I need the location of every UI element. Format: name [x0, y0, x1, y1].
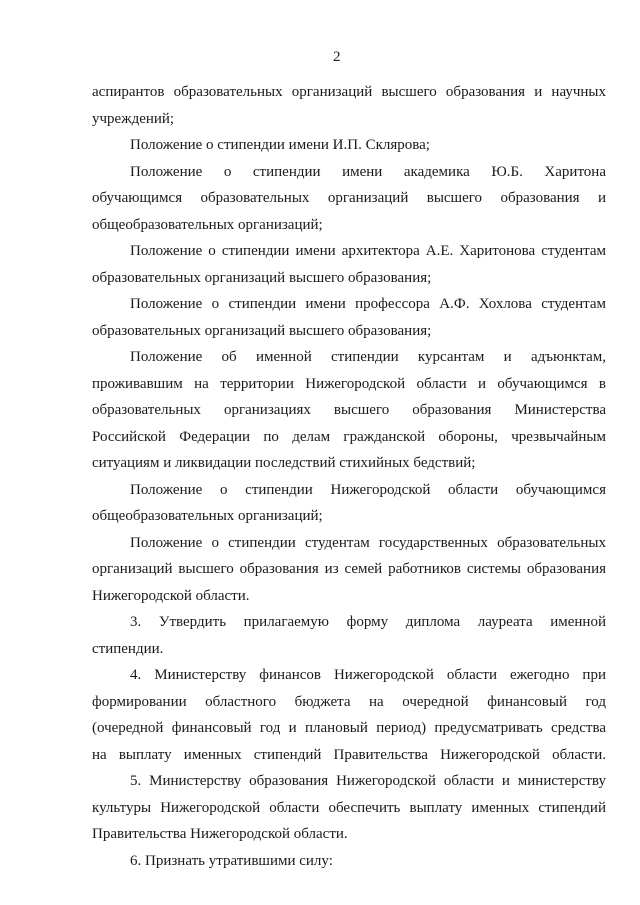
text-line: организаций высшего образования из семей работников системы образования: [92, 561, 606, 577]
text-line: культуры Нижегородской области обеспечить выплату именных стипендий: [92, 799, 606, 816]
text-line: формировании областного бюджета на очередной финансовый год: [92, 693, 606, 710]
text-line: Положение о стипендии студентам государственных образовательных: [130, 534, 606, 551]
text-line: (очередной финансовый год и плановый период) предусматривать средства: [92, 720, 606, 736]
text-line: проживавшим на территории Нижегородской области и обучающимся в: [92, 375, 606, 392]
text-line: на выплату именных стипендий Правительства Нижегородской области.: [92, 746, 606, 763]
text-line: Нижегородской области.: [92, 587, 250, 604]
text-line: Положение о стипендии имени академика Ю.Б. Харитона: [130, 163, 606, 180]
text-line: Положение о стипендии имени архитектора А.Е. Харитонова студентам: [130, 243, 606, 259]
text-line: стипендии.: [92, 640, 164, 657]
text-line: ситуациям и ликвидации последствий стихийных бедствий;: [92, 455, 476, 471]
text-line: Положение об именной стипендии курсантам и адъюнктам,: [130, 349, 606, 365]
text-line: Положение о стипендии Нижегородской области обучающимся: [130, 481, 606, 498]
text-line: Российской Федерации по делам гражданской обороны, чрезвычайным: [92, 428, 606, 445]
text-line: Положение о стипендии имени профессора А.Ф. Хохлова студентам: [130, 296, 606, 312]
text-line: учреждений;: [92, 110, 175, 127]
text-line: Положение о стипендии имени И.П. Склярова;: [130, 137, 430, 153]
text-line: общеобразовательных организаций;: [92, 508, 323, 524]
text-line: аспирантов образовательных организаций высшего образования и научных: [92, 84, 606, 100]
text-line: 5. Министерству образования Нижегородской области и министерству: [130, 773, 606, 789]
text-line: образовательных организаций высшего образования;: [92, 322, 432, 339]
page-number: 2: [333, 49, 341, 65]
text-line: 3. Утвердить прилагаемую форму диплома лауреата именной: [130, 614, 606, 630]
text-line: 4. Министерству финансов Нижегородской области ежегодно при: [130, 667, 606, 683]
text-line: 6. Признать утратившими силу:: [130, 852, 333, 869]
text-line: образовательных организациях высшего образования Министерства: [92, 402, 606, 418]
text-line: образовательных организаций высшего образования;: [92, 269, 432, 286]
text-line: обучающимся образовательных организаций высшего образования и: [92, 190, 606, 206]
text-line: общеобразовательных организаций;: [92, 216, 323, 233]
text-line: Правительства Нижегородской области.: [92, 826, 348, 842]
